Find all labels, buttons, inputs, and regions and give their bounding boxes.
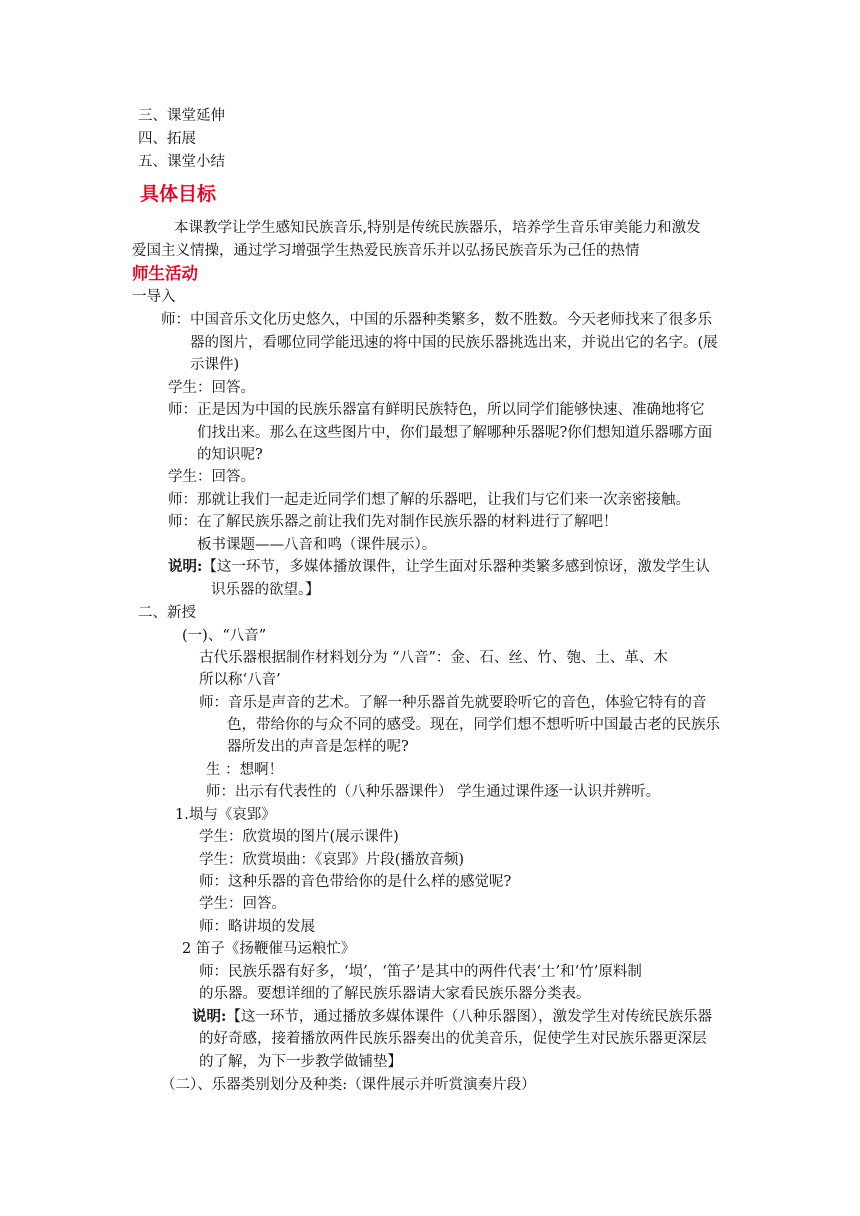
intro-teacher-2-line-3: 的知识呢?	[197, 447, 263, 463]
xun-student-3: 学生：回答。	[199, 896, 286, 912]
goals-heading: 具体目标	[140, 183, 217, 205]
outline-item-4: 四、拓展	[138, 131, 196, 147]
intro-board-title: 板书课题——八音和鸣（课件展示）。	[197, 537, 437, 553]
intro-note-line-2: 识乐器的欲望。】	[211, 582, 320, 598]
new-note-label: 说明:	[192, 1008, 227, 1025]
section-1-teacher-2: 师：出示有代表性的（八种乐器课件） 学生通过课件逐一认识并辨听。	[206, 784, 661, 800]
section-2-title: （二）、乐器类别划分及种类:（课件展示并听赏演奏片段）	[161, 1077, 536, 1093]
new-note-line-2: 的好奇感，接着播放两件民族乐器奏出的优美音乐，促使学生对民族乐器更深层	[199, 1031, 707, 1047]
xun-teacher-2: 师：略讲埙的发展	[199, 919, 315, 935]
section-1-teacher-1-line-2: 色，带给你的与众不同的感受。现在，同学们想不想听听中国最古老的民族乐	[227, 717, 720, 733]
goals-paragraph-line-1: 本课教学让学生感知民族音乐,特别是传统民族器乐，培养学生音乐审美能力和激发	[174, 220, 701, 236]
new-note-line-3: 的了解，为下一步教学做铺垫】	[199, 1054, 402, 1070]
xun-student-1: 学生：欣赏埙的图片(展示课件)	[199, 829, 399, 845]
activities-heading: 师生活动	[132, 264, 198, 283]
intro-note-text: 【这一环节，多媒体播放课件，让学生面对乐器种类繁多感到惊讶，激发学生认	[202, 559, 710, 575]
xun-teacher-1: 师：这种乐器的音色带给你的是什么样的感觉呢?	[199, 874, 512, 890]
new-lesson-title: 二、新授	[138, 605, 196, 621]
xun-section-title: 1.埙与《哀郢》	[175, 807, 276, 823]
section-1-definition-line-1: 古代乐器根据制作材料划分为 “八音”：金、石、丝、竹、匏、土、革、木	[199, 650, 668, 666]
section-1-title: (一)、“八音”	[182, 628, 267, 644]
outline-item-3: 三、课堂延伸	[138, 108, 225, 124]
new-note-text: 【这一环节，通过播放多媒体课件（八种乐器图），激发学生对传统民族乐器	[226, 1009, 713, 1025]
intro-teacher-4: 师：在了解民族乐器之前让我们先对制作民族乐器的材料进行了解吧！	[168, 514, 618, 530]
intro-note-line-1	[168, 557, 710, 577]
goals-paragraph-line-2: 爱国主义情操，通过学习增强学生热爱民族音乐并以弘扬民族音乐为己任的热情	[132, 243, 640, 259]
intro-teacher-2-line-2: 们找出来。那么在这些图片中，你们最想了解哪种乐器呢?你们想知道乐器哪方面	[197, 425, 713, 441]
intro-student-1: 学生：回答。	[168, 380, 255, 396]
intro-student-2: 学生：回答。	[168, 469, 255, 485]
intro-title: 一导入	[132, 289, 176, 305]
intro-note-label: 说明:	[168, 558, 203, 575]
dizi-teacher-1-line-2: 的乐器。要想详细的了解民族乐器请大家看民族乐器分类表。	[199, 986, 591, 1002]
outline-item-5: 五、课堂小结	[138, 154, 225, 170]
intro-teacher-3: 师：那就让我们一起走近同学们想了解的乐器吧，让我们与它们来一次亲密接触。	[168, 492, 690, 508]
section-1-student-1: 生 ：想啊！	[206, 762, 284, 778]
intro-teacher-2-line-1: 师：正是因为中国的民族乐器富有鲜明民族特色，所以同学们能够快速、准确地将它	[168, 402, 705, 418]
new-note-line-1	[192, 1007, 712, 1027]
section-1-teacher-1-line-1: 师：音乐是声音的艺术。了解一种乐器首先就要聆听它的音色，体验它特有的音	[199, 695, 707, 711]
section-1-teacher-1-line-3: 器所发出的声音是怎样的呢?	[227, 739, 409, 755]
intro-teacher-1-line-1: 师：中国音乐文化历史悠久，中国的乐器种类繁多，数不胜数。今天老师找来了很多乐	[161, 312, 712, 328]
intro-teacher-1-line-2: 器的图片，看哪位同学能迅速的将中国的民族乐器挑选出来，并说出它的名字。(展	[190, 335, 718, 351]
dizi-teacher-1-line-1: 师：民族乐器有好多，‘埙’，‘笛子’是其中的两件代表‘土’和‘竹’原料制	[199, 964, 642, 980]
section-1-definition-line-2: 所以称‘八音’	[199, 672, 281, 688]
xun-student-2: 学生：欣赏埙曲：《哀郢》片段(播放音频)	[199, 852, 465, 868]
dizi-section-title: 2 笛子《扬鞭催马运粮忙》	[182, 941, 356, 957]
intro-teacher-1-line-3: 示课件)	[190, 357, 240, 373]
